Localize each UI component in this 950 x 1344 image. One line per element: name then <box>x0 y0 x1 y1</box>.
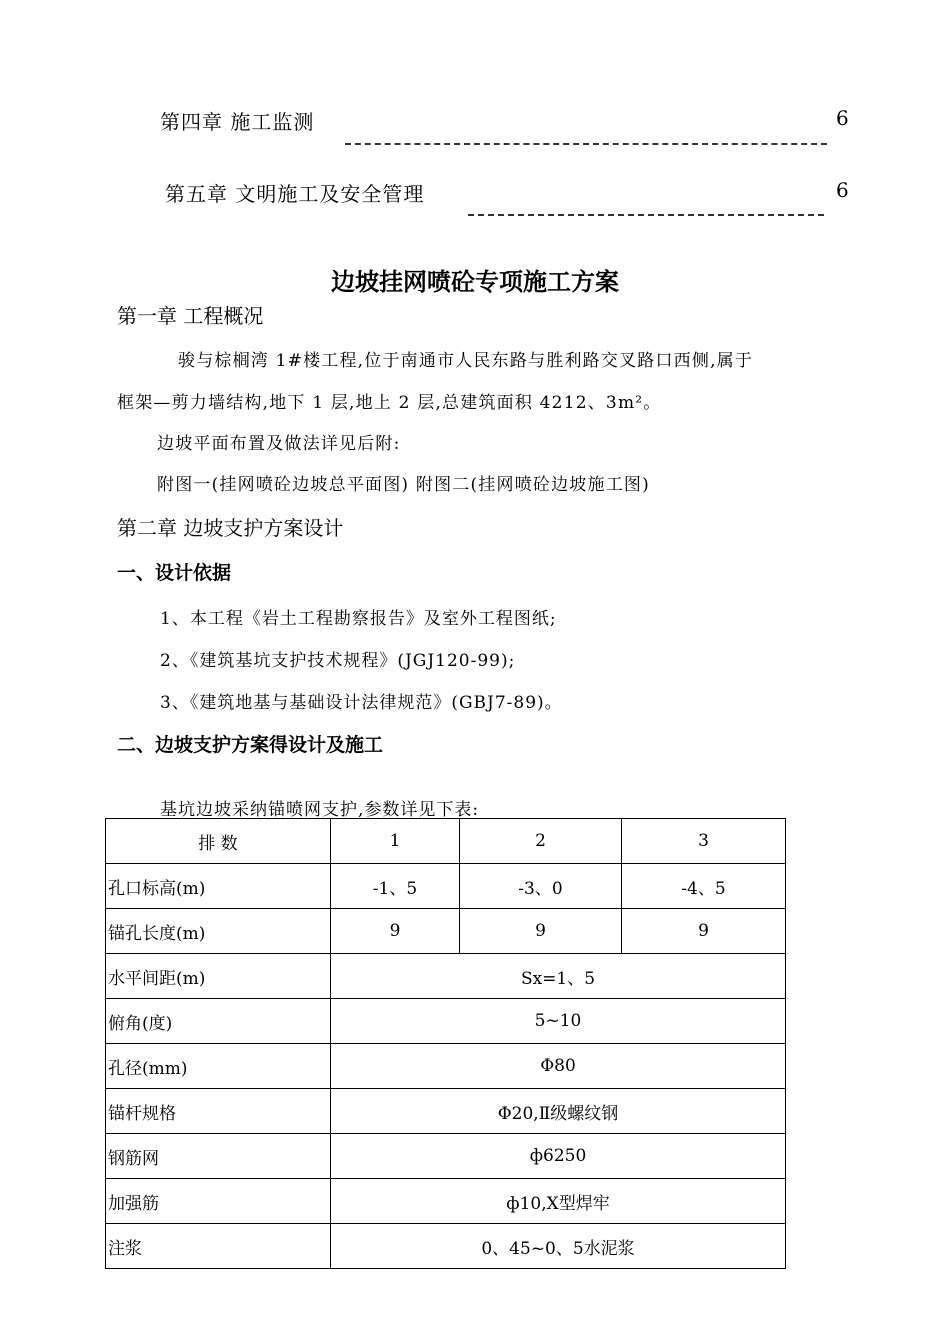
chapter1-paragraph-line1: 骏与棕榈湾 1#楼工程,位于南通市人民东路与胜利路交叉路口西侧,属于 <box>178 351 754 371</box>
table-row <box>106 1179 786 1224</box>
basis-item-2: 2、《建筑基坑支护技术规程》(JGJ120-99); <box>160 651 516 671</box>
section1-heading: 一、设计依据 <box>117 562 232 584</box>
chapter1-layout-note: 边坡平面布置及做法详见后附: <box>157 434 401 454</box>
table-row <box>106 954 786 999</box>
table-header-cell: 3 <box>622 819 786 864</box>
table-cell: Φ20,Ⅱ级螺纹钢 <box>331 1089 786 1134</box>
table-cell: 0、45~0、5水泥浆 <box>331 1224 786 1269</box>
table-row <box>106 909 786 954</box>
table-cell: -3、0 <box>460 864 622 909</box>
basis-item-1: 1、本工程《岩土工程勘察报告》及室外工程图纸; <box>160 609 557 629</box>
table-header-cell: 1 <box>331 819 460 864</box>
table-row <box>106 1044 786 1089</box>
toc-leader-chapter4 <box>345 143 827 145</box>
toc-entry-chapter5: 第五章 文明施工及安全管理 <box>165 182 425 206</box>
table-cell: 9 <box>460 909 622 954</box>
table-cell: ф6250 <box>331 1134 786 1179</box>
chapter1-heading: 第一章 工程概况 <box>117 304 264 328</box>
table-cell: Sx=1、5 <box>331 954 786 999</box>
table-row-label: 孔径(mm) <box>106 1044 331 1089</box>
toc-page-chapter4: 6 <box>836 106 849 130</box>
table-row <box>106 999 786 1044</box>
toc-page-chapter5: 6 <box>836 178 849 202</box>
toc-entry-chapter4: 第四章 施工监测 <box>160 110 315 134</box>
table-cell: 5~10 <box>331 999 786 1044</box>
table-row <box>106 1224 786 1269</box>
table-header-cell: 2 <box>460 819 622 864</box>
table-header-row <box>106 819 786 864</box>
chapter1-attachments: 附图一(挂网喷砼边坡总平面图) 附图二(挂网喷砼边坡施工图) <box>157 475 650 495</box>
table-row-label: 孔口标高(m) <box>106 864 331 909</box>
table-row <box>106 864 786 909</box>
anchor-parameter-table <box>105 818 786 1269</box>
table-cell: ф10,X型焊牢 <box>331 1179 786 1224</box>
table-row-label: 注浆 <box>106 1224 331 1269</box>
table-row-label: 水平间距(m) <box>106 954 331 999</box>
table-intro: 基坑边坡采纳锚喷网支护,参数详见下表: <box>160 800 480 820</box>
table-row-label: 加强筋 <box>106 1179 331 1224</box>
table-header-cell: 排 数 <box>106 819 331 864</box>
basis-item-3: 3、《建筑地基与基础设计法律规范》(GBJ7-89)。 <box>160 693 563 713</box>
toc-leader-chapter5 <box>468 214 824 216</box>
table-cell: 9 <box>331 909 460 954</box>
chapter2-heading: 第二章 边坡支护方案设计 <box>117 516 344 540</box>
chapter1-paragraph-line2: 框架—剪力墙结构,地下 1 层,地上 2 层,总建筑面积 4212、3m²。 <box>117 393 662 413</box>
table-row <box>106 1134 786 1179</box>
table-cell: 9 <box>622 909 786 954</box>
table-row-label: 锚孔长度(m) <box>106 909 331 954</box>
table-row-label: 钢筋网 <box>106 1134 331 1179</box>
table-row-label: 锚杆规格 <box>106 1089 331 1134</box>
table-row-label: 俯角(度) <box>106 999 331 1044</box>
table-cell: Φ80 <box>331 1044 786 1089</box>
document-title: 边坡挂网喷砼专项施工方案 <box>331 268 619 296</box>
table-cell: -1、5 <box>331 864 460 909</box>
table-cell: -4、5 <box>622 864 786 909</box>
table-row <box>106 1089 786 1134</box>
section2-heading: 二、边坡支护方案得设计及施工 <box>117 734 384 756</box>
